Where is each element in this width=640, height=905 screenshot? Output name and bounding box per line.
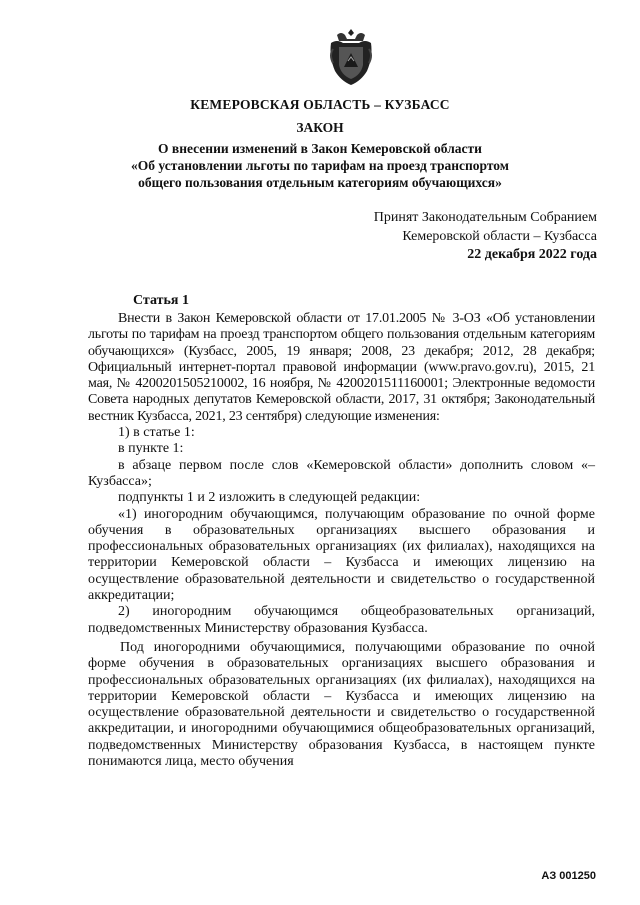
article-paragraph: 1) в статье 1: (118, 425, 195, 441)
law-title-line-1: О внесении изменений в Закон Кемеровской области (158, 141, 482, 156)
article-paragraph: в пункте 1: (118, 441, 184, 457)
article-paragraph: Под иногородними обучающимися, получающими образование по очной форме обучения в образовательных организациях высшего образования и профессиональных образовательных организациях (их филиалах), находящихся на территории Кемеровской области – Кузбасса и имеющих лицензию на осуществление образовательной деятельности и свидетельство о государственной аккредитации, и иногородними обучающимися общеобразовательных организаций, подведомственных Министерству образования Кузбасса, в настоящем пункте понимаются лица, место обучения (88, 639, 595, 770)
law-title-line-2: «Об установлении льготы по тарифам на проезд транспортом (131, 158, 509, 173)
article-paragraph: 2) иногородним обучающимся общеобразовательных организаций, подведомственных Министерству образования Кузбасса. (88, 604, 595, 636)
article-heading: Статья 1 (133, 293, 189, 308)
document-type: ЗАКОН (296, 120, 344, 135)
region-title: КЕМЕРОВСКАЯ ОБЛАСТЬ – КУЗБАСС (190, 97, 450, 112)
adopted-by-line-2: Кемеровской области – Кузбасса (402, 229, 597, 244)
article-body (88, 311, 595, 770)
document-serial-number: АЗ 001250 (541, 870, 596, 882)
adopted-by-line-1: Принят Законодательным Собранием (373, 210, 597, 225)
article-paragraph: в абзаце первом после слов «Кемеровской области» дополнить словом «– Кузбасса»; (88, 457, 595, 489)
article-paragraph: «1) иногородним обучающимся, получающим образование по очной форме обучения в образовательных организациях высшего образования и профессиональных образовательных организациях (их филиалах), находящихся на территории Кемеровской области – Кузбасса и имеющих лицензию на осуществление образовательной деятельности и свидетельство о государственной аккредитации; (88, 506, 595, 604)
article-paragraph: Внести в Закон Кемеровской области от 17.01.2005 № 3-ОЗ «Об установлении льготы по тарифам на проезд транспортом общего пользования отдельным категориям обучающихся» (Кузбасс, 2005, 19 января; 2008, 23 декабря; 2012, 28 декабря; Официальный интернет-портал правовой информации (www.pravo.gov.ru), 2015, 21 мая, № 4200201505210002, 16 ноября, № 4200201511160001; Электронные ведомости Совета народных депутатов Кемеровской области, 2017, 31 октября; Законодательный вестник Кузбасса, 2021, 23 сентября) следующие изменения: (88, 311, 595, 424)
article-paragraph: подпункты 1 и 2 изложить в следующей редакции: (118, 490, 421, 506)
coat-of-arms-icon (327, 27, 375, 87)
adoption-date: 22 декабря 2022 года (467, 247, 597, 262)
law-title-line-3: общего пользования отдельным категориям обучающихся» (138, 175, 502, 190)
